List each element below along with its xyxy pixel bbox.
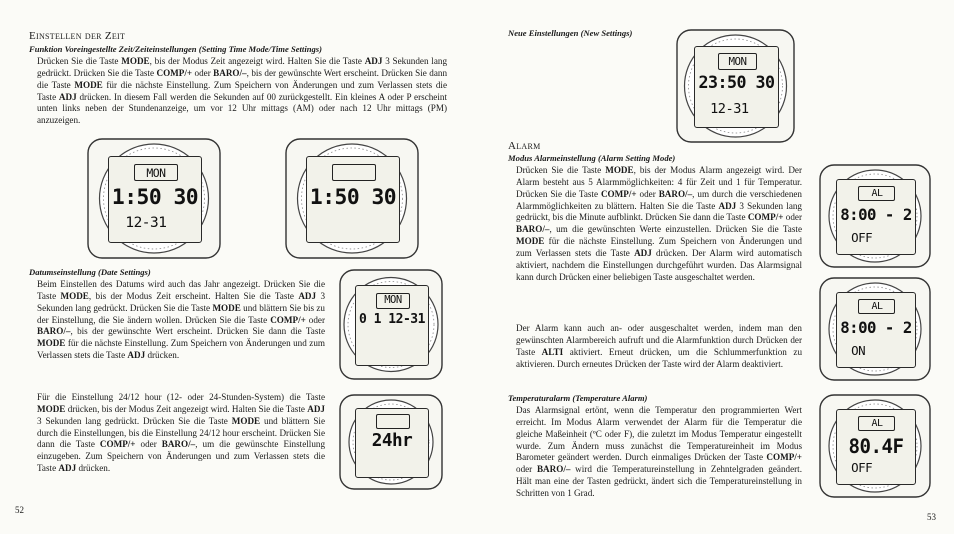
button-name: MODE [74,79,103,90]
button-name: COMP/+ [99,439,136,450]
lcd-bottom-text: ON [851,343,866,359]
button-name: ADJ [718,200,737,211]
button-name: ADJ [307,403,325,414]
lcd-screen [306,156,400,243]
text-run: Das Alarmsignal ertönt, wenn die Temperatur den programmierten Wert erreicht. Im Modus Alarm verwendet der Alarm für die Temperatur die gleiche Maßeinheit (ºC oder F), die zuletzt im Modus Temperatur eingestellt wurde. Zum Ändern muss zunächst die Temperatureinheit im Modus Barometer geändert werden. Durch einmaliges Drücken der Taste [516,405,802,463]
lcd-main-text: 1:50 30 [111,185,199,211]
button-name: BARO/– [536,464,571,475]
lcd-top-field [858,416,895,431]
lcd-top-field [376,293,411,309]
lcd-screen [355,408,430,478]
lcd-top-text: AL [871,300,883,312]
text-run: oder [636,188,659,199]
button-name: COMP/+ [600,188,637,199]
text-run: , bis der Modus Zeit erscheint. Halten Sie die Taste [88,290,299,301]
watch-alarm-on [816,275,934,383]
watch-temp-alarm [816,392,934,500]
lcd-top-text: AL [871,187,883,199]
lcd-main-text: 8:00 - 2 [840,317,912,337]
lcd-top-field [134,164,178,181]
button-name: MODE [37,338,66,349]
lcd-top-field [858,299,895,314]
button-name: BARO/– [658,188,693,199]
alarm-mode-title: Modus Alarmeinstellung (Alarm Setting Mode) [508,153,676,163]
text-run: oder [783,212,802,223]
lcd-screen [836,179,916,254]
button-name: MODE [37,403,66,414]
text-run: aktiviert. Erneut drücken, um die Schlummerfunktion zu aktivieren. Durch erneutes Drücken der Taste wird der Alarm deaktiviert. [516,346,803,369]
temp-paragraph [516,405,802,500]
lcd-top-text: AL [871,417,883,429]
lcd-screen [355,285,430,365]
hour-paragraph [37,392,325,475]
button-name: ADJ [58,463,77,474]
lcd-bottom-text: 12-31 [710,101,749,118]
watch-time-setting [282,136,422,261]
alarm-paragraph [516,165,802,283]
right-page [477,0,954,534]
date-paragraph [37,279,325,362]
watch-new-settings [673,27,798,145]
section-title-time: Einstellen der Zeit [29,30,126,42]
button-name: BARO/– [516,224,550,235]
button-name: COMP/+ [270,314,306,325]
lcd-top-field [858,186,895,201]
text-run: 3 Sekunden lang gedrückt. Drücken Sie die Taste [37,290,326,313]
text-run: , bis der gewünschte Wert erscheint. Drücken Sie dann die Taste [70,326,325,337]
lcd-top-field [718,53,757,69]
new-settings-title: Neue Einstellungen (New Settings) [508,28,633,38]
text-run: , um durch die verschiedenen Alarmmöglichkeiten zu blättern. Halten Sie die Taste [516,188,802,211]
text-run: und blättern Sie bis zu der Einstellung, die Sie ändern wollen. Drücken Sie die Taste [37,302,325,325]
text-run: Beim Einstellen des Datums wird auch das Jahr angezeigt. Drücken Sie die Taste [37,279,325,301]
lcd-top-field [376,414,411,428]
watch-time-display [84,136,224,261]
button-name: MODE [212,302,241,313]
lcd-main-text: 80.4F [848,434,904,458]
alarm-paragraph-2 [516,323,802,370]
page-number-left: 52 [15,505,24,515]
lcd-bottom-text: OFF [851,460,873,476]
button-name: BARO/– [161,439,196,450]
text-run: oder [305,314,326,325]
button-name: ADJ [58,91,77,102]
mode-paragraph [37,56,447,127]
button-name: ALTI [541,346,564,357]
button-name: MODE [60,290,89,301]
page-number-right: 53 [927,512,936,522]
button-name: BARO/– [37,326,71,337]
lcd-screen [694,46,779,128]
text-run: Für die Einstellung 24/12 hour (12- oder 24-Stunden-System) die Taste [37,392,325,402]
lcd-bottom-text: OFF [851,230,873,246]
button-name: MODE [231,415,261,426]
lcd-main-text: 24hr [371,431,413,452]
button-name: MODE [516,236,545,247]
text-run: , bis der Modus Zeit angezeigt wird. Halten Sie die Taste [149,56,365,66]
lcd-top-text: MON [728,55,747,68]
button-name: ADJ [298,290,317,301]
lcd-screen [108,156,202,243]
lcd-bottom-text: 12-31 [125,214,167,231]
text-run: Drücken Sie die Taste [37,56,122,66]
text-run: und blättern Sie durch die Einstellungen, bis die Einstellung 24/12 hour erscheint. Drücken Sie dann die Taste [37,415,325,450]
text-run: oder [516,464,537,475]
button-name: MODE [121,56,150,66]
button-name: MODE [605,165,634,175]
text-run: Der Alarm kann auch an- oder ausgeschaltet werden, indem man den gewünschten Alarmbereich aufruft und die Alarmfunktion durch Drücken der Taste [516,323,802,357]
text-run: für die nächste Einstellung. Zum Speichern von Änderungen und zum Verlassen stets die Taste [37,338,325,361]
button-name: COMP/+ [156,67,193,78]
text-run: drücken. Der Alarm wird automatisch aktiviert, nachdem die Einstellungen durchgeführt wurden. Das Alarmsignal kann durch Drücken einer beliebigen Taste ausgeschaltet werden. [516,247,802,282]
text-run: drücken. [145,350,180,361]
button-name: BARO/– [213,67,247,78]
lcd-top-text: MON [384,294,402,307]
lcd-top-text: MON [146,165,166,180]
lcd-screen [836,409,916,484]
text-run: drücken. [76,463,111,474]
lcd-main-text: 0 1 12-31 [359,312,425,328]
watch-date-setting [336,267,446,382]
lcd-main-text: 1:50 30 [309,185,397,211]
text-run: oder [192,67,214,78]
text-run: , bis der gewünschte Wert erscheint. Drücken Sie dann die Taste [37,67,448,90]
lcd-screen [836,292,916,367]
text-run: , um die gewünschte Einstellung einzugeben. Zum Speichern von Änderungen und zum Verlassen stets die Taste [37,439,326,474]
button-name: ADJ [634,247,652,258]
button-name: COMP/+ [747,212,784,223]
mode-title: Funktion Voreingestellte Zeit/Zeiteinstellungen (Setting Time Mode/Time Settings) [29,44,322,54]
watch-alarm-off [816,162,934,270]
watch-24hr-setting [336,392,446,492]
text-run: , um die gewünschten Werte einzustellen. Drücken Sie die Taste [549,224,802,235]
text-run: für die nächste Einstellung. Zum Speichern von Änderungen und zum Verlassen stets die Taste [37,79,448,102]
text-run: wird die Temperatureinstellung in Zehntelgraden geändert. Hält man eine der Tasten gedrückt, ändert sich die Temperatureinstellung in Schritten von 1 Grad. [516,464,802,498]
text-run: 3 Sekunden lang gedrückt. Drücken Sie die Taste [37,56,448,78]
text-run: Drücken Sie die Taste [516,165,606,175]
button-name: ADJ [127,350,146,361]
text-run: oder [135,439,162,450]
text-run: für die nächste Einstellung. Zum Speichern von Änderungen und zum Verlassen stets die Taste [516,236,802,258]
text-run: , bis der Modus Alarm angezeigt wird. Der Alarm besteht aus 5 Alarmmöglichkeiten: 4 für Zeit und 1 für Temperatur. Drücken Sie die Taste [516,165,802,199]
text-run: 3 Sekunden lang gedrückt, bis die Minute aufblinkt. Drücken Sie dann die Taste [516,200,802,223]
lcd-top-field [332,164,376,181]
lcd-main-text: 23:50 30 [698,73,775,93]
button-name: ADJ [364,56,383,66]
text-run: 3 Sekunden lang gedrückt. Drücken Sie die Taste [37,415,232,426]
text-run: drücken. In diesem Fall werden die Sekunden auf 00 zurückgestellt. Ein kleines A oder P erscheint unten links neben der Stundenanzeige, um vor 12 Uhr mittags (AM) oder nach 12 Uhr mittags (PM) anzuzeigen. [37,91,447,126]
lcd-main-text: 8:00 - 2 [840,204,912,224]
text-run: drücken, bis der Modus Zeit angezeigt wird. Halten Sie die Taste [65,403,308,414]
temp-alarm-title: Temperaturalarm (Temperature Alarm) [508,393,648,403]
section-title-alarm: Alarm [508,140,541,152]
button-name: COMP/+ [766,452,802,463]
date-title: Datumseinstellung (Date Settings) [29,267,151,277]
